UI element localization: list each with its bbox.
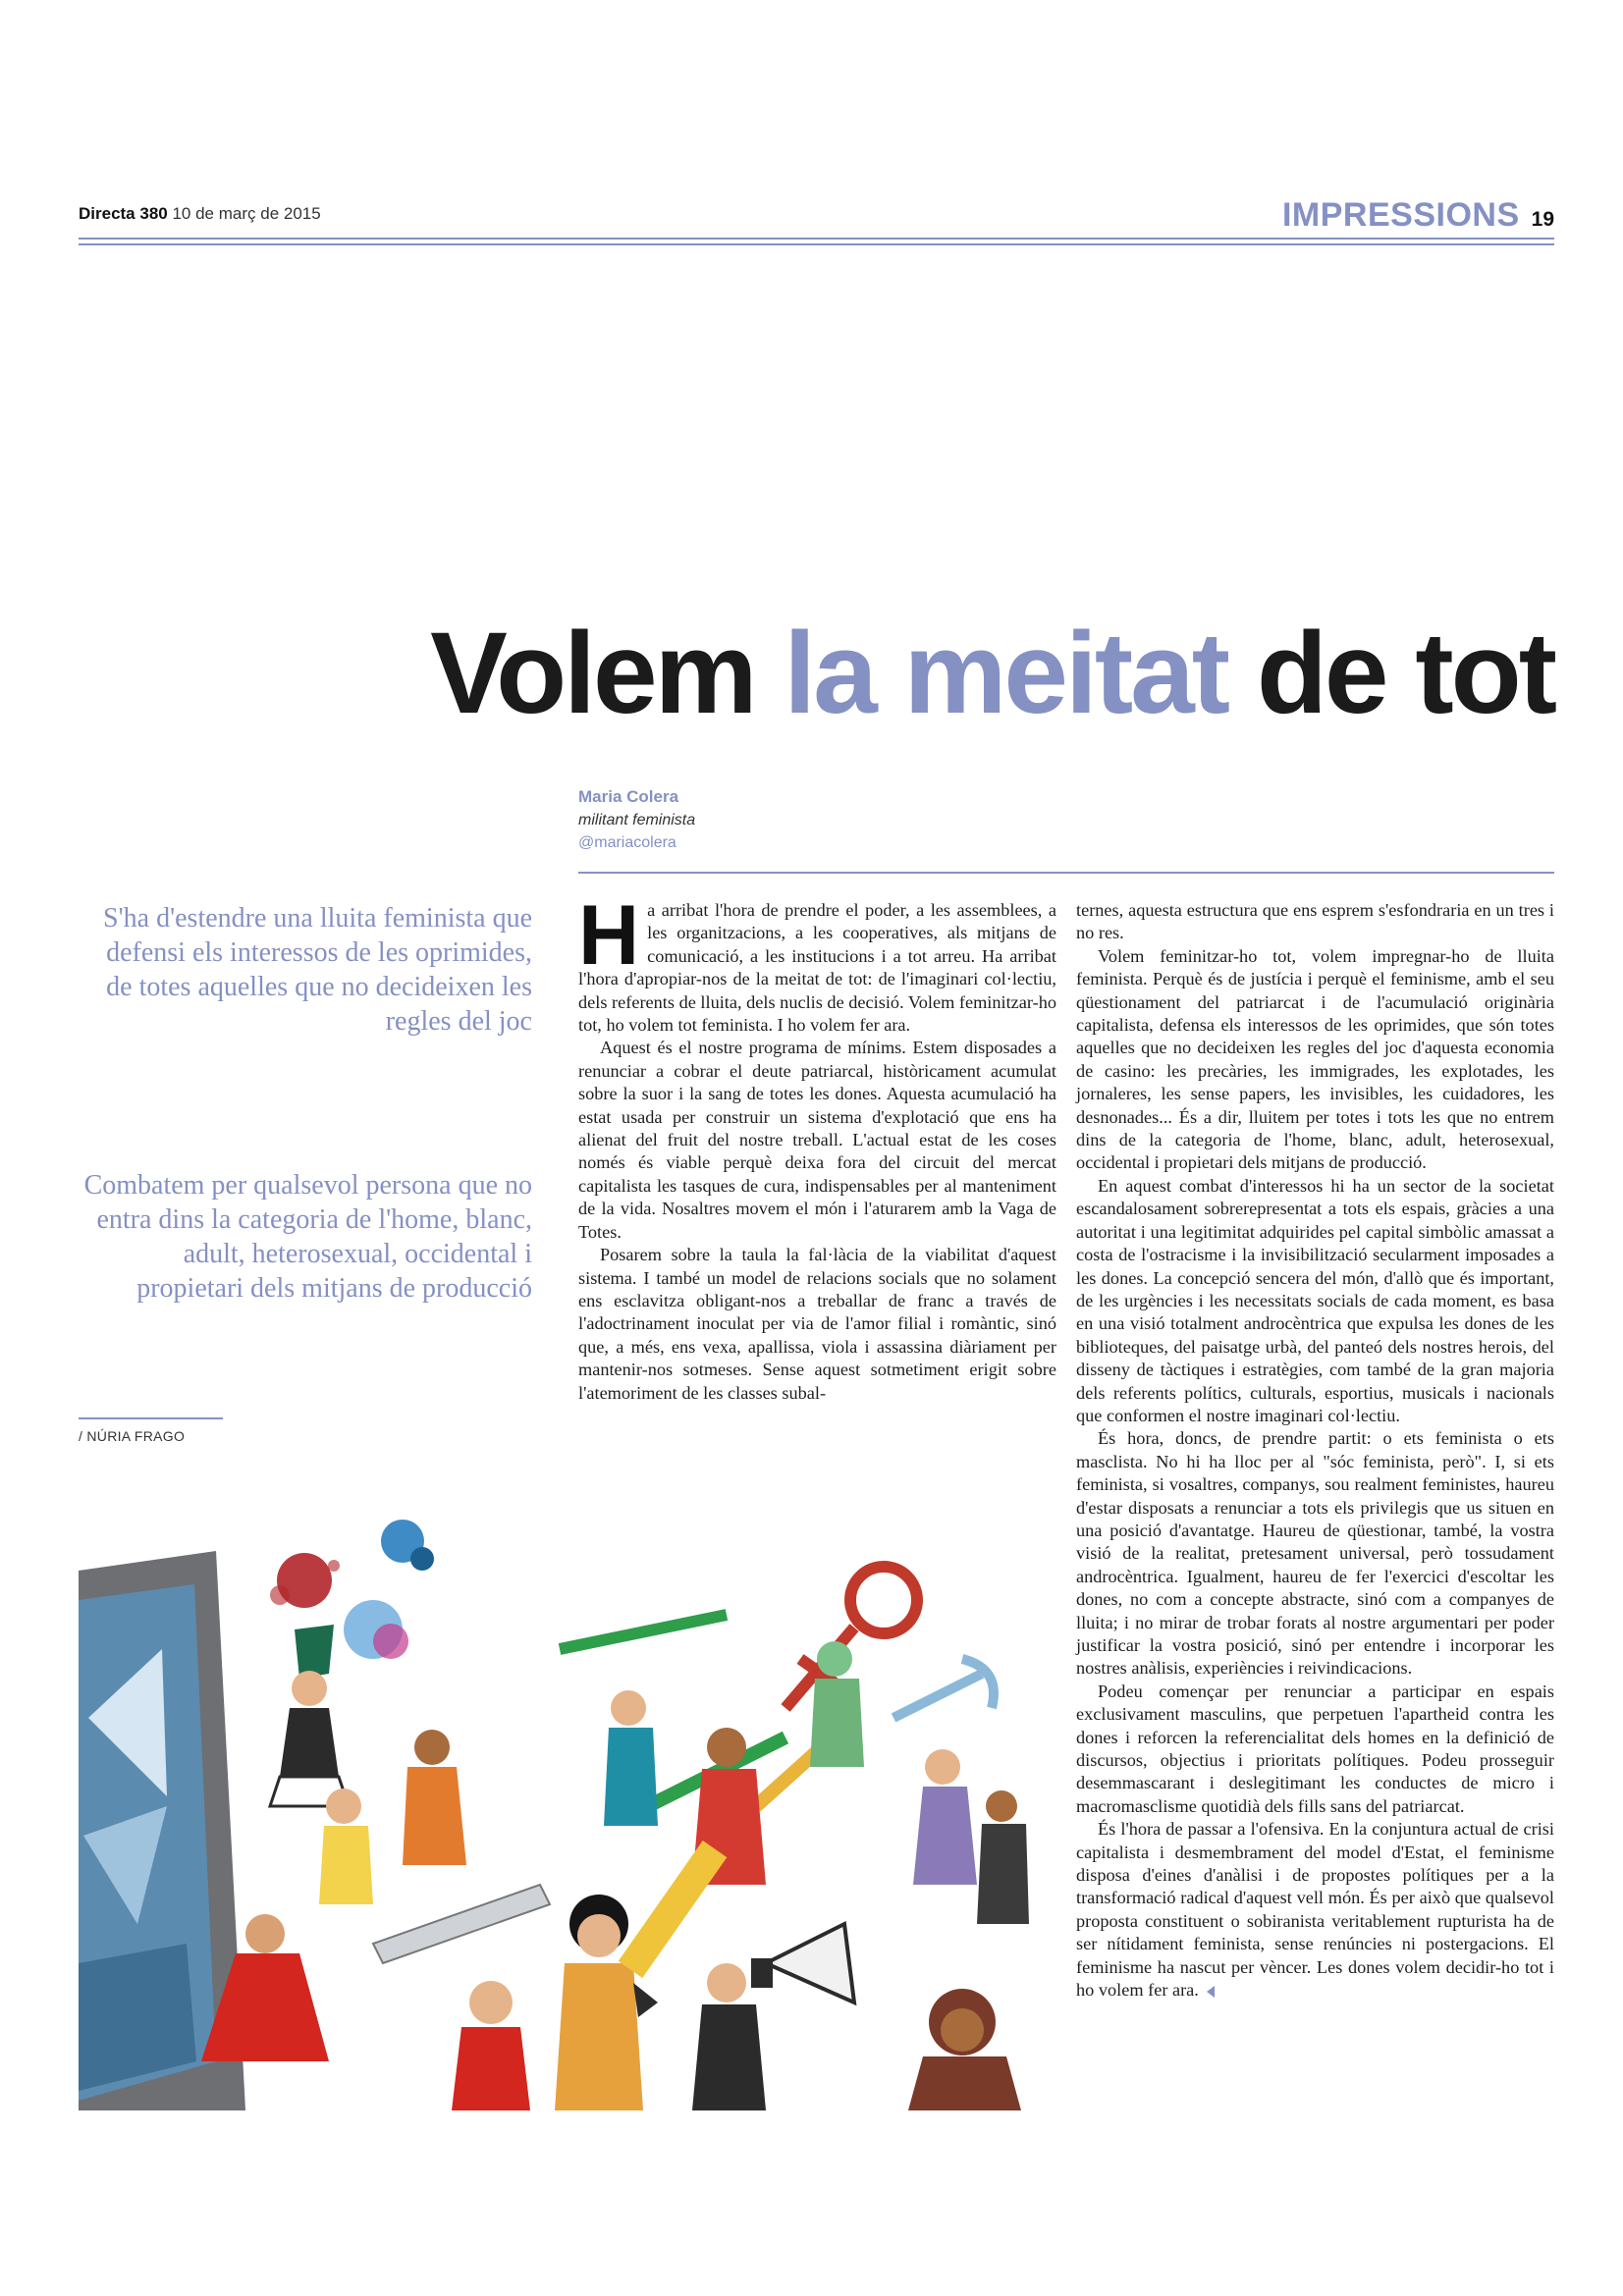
illustration-credit: / NÚRIA FRAGO (79, 1428, 186, 1444)
headline-part-1: Volem (430, 609, 784, 738)
section-info (1282, 196, 1554, 235)
headline-highlight: la meitat (784, 609, 1228, 738)
page-header (79, 196, 1554, 238)
byline-rule (578, 872, 1554, 874)
paragraph-text: És l'hora de passar a l'ofensiva. En la conjuntura actual de crisi capitalista i desmembrament del model d'Estat, el feminisme disposa d'eines d'anàlisi i de propostes polítiques per a la transformació radical d'aquest vell món. És per això que qualsevol proposta constituent o sobiranista veritablement rupturista ha de ser nítidament feminista, sense renúncies ni postergacions. El feminisme ha nascut per vèncer. Les dones volem decidir-ho tot i ho volem fer ara. (1076, 1819, 1554, 2001)
issue-date: 10 de març de 2015 (172, 204, 321, 223)
megaphone-icon (751, 1924, 854, 2002)
author-handle: @mariacolera (578, 834, 676, 851)
body-paragraph: ternes, aquesta estructura que ens esprem s'esfondraria en un tres i no res. (1076, 900, 1554, 943)
drop-cap: H (578, 888, 640, 983)
body-paragraph (578, 888, 1056, 1037)
saw-shape (373, 1885, 550, 1963)
body-paragraph: Volem feminitzar-ho tot, volem impregnar-ho de lluita feminista. Perquè és de justícia i perquè el feminisme, amb el seu qüestionament del patriarcat i de l'acumulació originària capitalista, defensa els interessos de les oprimides, que són totes aquelles que no decideixen les regles del joc d'aquesta economia de casino: les precàries, les immigrades, les explotades, les jornaleres, les sense papers, les invisibles, les cuidadores, les desnonades... És a dir, lluitem per totes i tots les que no entrem dins de la categoria de l'home, blanc, adult, heterosexual, occidental i propietari dels mitjans de producció. (1076, 945, 1554, 1173)
header-rule (79, 243, 1554, 245)
paragraph-text: a arribat l'hora de prendre el poder, a les assemblees, a les organitzacions, a les cooperatives, als mitjans de comunicació, a les institucions i a tot arreu. Ha arribat l'hora d'apropiar-nos de la meitat de tot: de l'imaginari col·lectiu, dels referents de lluita, dels nuclis de decisió. Volem feminitzar-ho tot, ho volem tot feminista. I ho volem fer ara. (578, 900, 1056, 1036)
page-number: 19 (1531, 208, 1554, 231)
headline-part-2: de tot (1227, 609, 1554, 738)
body-paragraph (1076, 1818, 1554, 2002)
body-paragraph: Podeu començar per renunciar a participar en espais exclusivament masculins, que perpetuen l'apartheid contra les dones i reforcen la referencialitat dels homes en la definició de discursos, objectius i prioritats polítiques. Podeu prosseguir desemmascarant i deslegitimant les conductes de micro i macromasclisme quotidià dels fills sans del patriarcat. (1076, 1681, 1554, 1816)
article-column-1 (578, 888, 1056, 1405)
pullquote: Combatem per qualsevol persona que no entra dins la categoria de l'home, blanc, adult, heterosexual, occidental i propietari dels mitjans de producció (83, 1170, 532, 1304)
credit-rule (79, 1417, 223, 1419)
author-name: Maria Colera (578, 787, 679, 806)
body-paragraph: Aquest és el nostre programa de mínims. Estem disposades a renunciar a cobrar el deute patriarcal, històricament acumulat sobre la suor i la sang de totes les dones. Aquesta acumulació ha estat usada per construir un sistema d'explotació que ens ha alienat del fruit del nostre treball. L'actual estat de les coses només és viable perquè deixa fora del circuit del mercat capitalista les tasques de cura, indispensables per al manteniment de la vida. Nosaltres movem el món i l'aturarem amb la Vaga de Totes. (578, 1038, 1056, 1242)
body-paragraph: Posarem sobre la taula la fal·làcia de la viabilitat d'aquest sistema. I també un model de relacions socials que no solament ens esclavitza obligant-nos a treballar de franc a través de l'adoctrinament inoculat per via de l'amor filial i romàntic, sinó que, a més, ens vexa, apallissa, viola i assassina diàriament per mantenir-nos sotmeses. Sense aquest sotmetiment erigit sobre l'atemoriment de les classes subal- (578, 1245, 1056, 1403)
article-column-2 (1076, 899, 1554, 2002)
publication-info (79, 204, 321, 224)
publication-name: Directa 380 (79, 204, 168, 223)
body-paragraph: En aquest combat d'interessos hi ha un sector de la societat escandalosament sobrerepresentat a tots els espais, gràcies a una autoritat i una legitimitat adquirides pel capital simbòlic amassat a costa de l'ostracisme i la invisibilització secularment imposades a les dones. La concepció sencera del món, d'allò que és important, de les urgències i les necessitats socials de cada moment, es basa en una visió totalment androcèntrica que expulsa les dones de les biblioteques, del paisatge urbà, del panteó dels nostres herois, del disseny de tàctiques i estratègies, com també de la gran majoria dels referents polítics, culturals, esportius, musicals i nacionals que conformen el nostre imaginari col·lectiu. (1076, 1175, 1554, 1425)
body-paragraph: És hora, doncs, de prendre partit: o ets feminista o ets masclista. No hi ha lloc per al "sóc feminista, però". I, si ets feminista, si vosaltres, companys, sou realment feministes, haureu d'estar disposats a renunciar a tots els privilegis que us situen en una posició d'avantatge. Haureu de qüestionar, també, la vostra visió de la realitat, pretesament universal, però tossudament androcèntrica. Igualment, haureu de fer l'exercici d'escoltar les dones, no com a concepte abstracte, sinó com a companyes de lluita; i no mirar de trobar forats al nostre argumentari per poder justificar la vostra posició, sinó per entendre i incorporar les nostres anàlisis, experiències i reivindicacions. (1076, 1428, 1554, 1679)
pullquote: S'ha d'estendre una lluita feminista que defensi els interessos de les oprimides, de totes aquelles que no decideixen les regles del joc (103, 903, 532, 1037)
byline (578, 785, 695, 854)
illustration-feminist-crowd (79, 1512, 1031, 2110)
end-of-article-icon (1207, 1986, 1215, 1998)
author-role: militant feminista (578, 812, 696, 828)
header-rule (79, 238, 1554, 240)
article-headline (430, 607, 1554, 740)
paint-splatters (270, 1520, 434, 1679)
section-label: IMPRESSIONS (1281, 196, 1520, 234)
